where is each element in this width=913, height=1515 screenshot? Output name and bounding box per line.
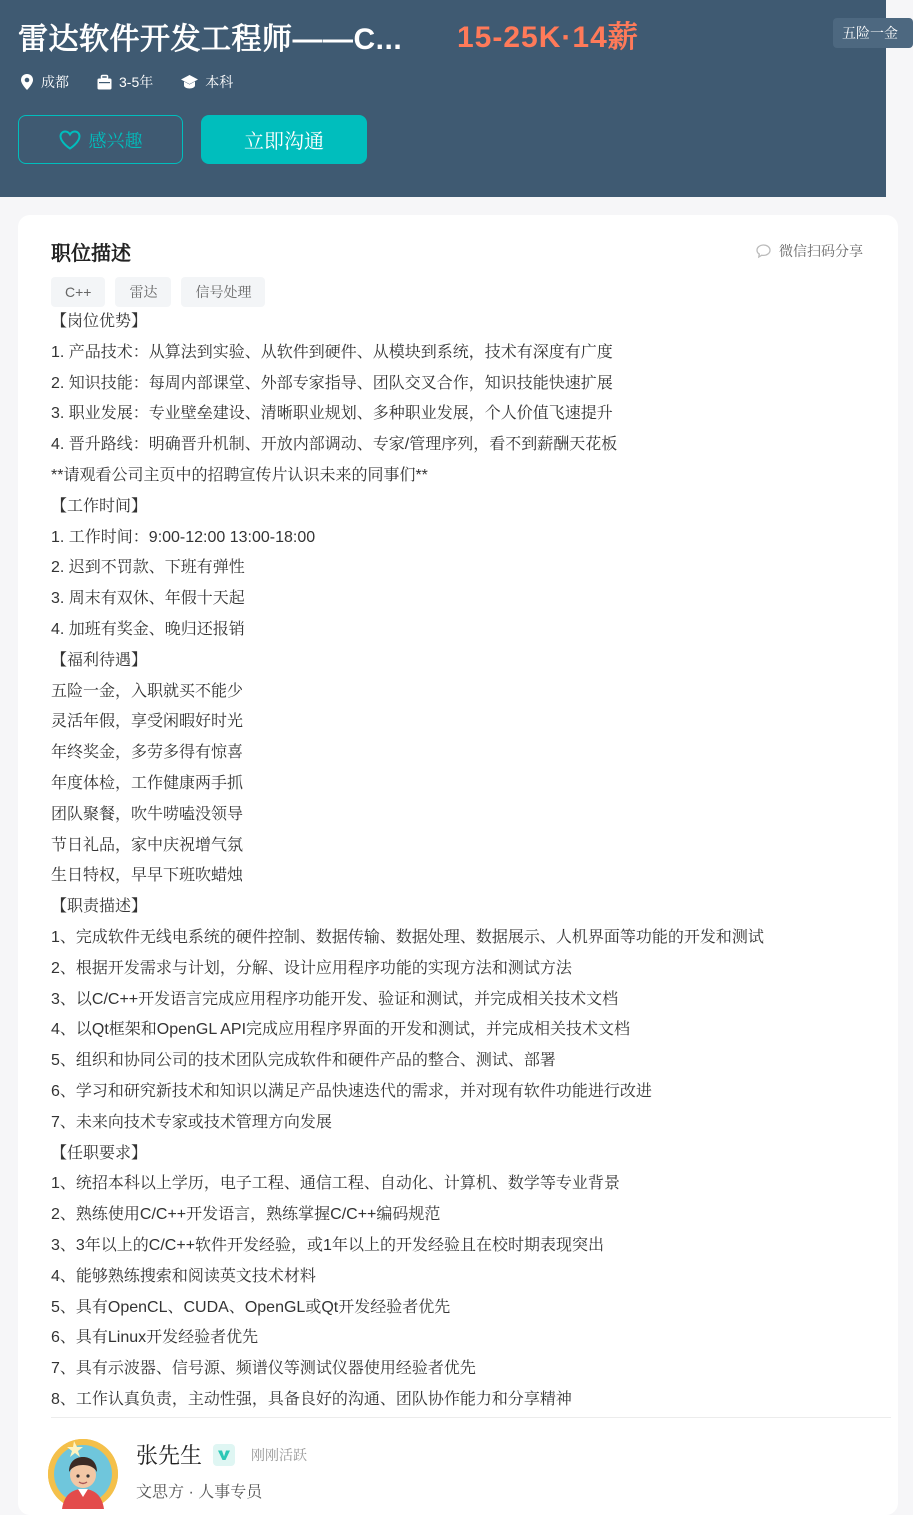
description-line: 2、根据开发需求与计划，分解、设计应用程序功能的实现方法和测试方法	[51, 959, 572, 977]
avatar	[48, 1439, 118, 1509]
description-line: **请观看公司主页中的招聘宣传片认识未来的同事们**	[51, 466, 428, 484]
graduation-cap-icon	[181, 75, 198, 89]
briefcase-icon	[97, 75, 112, 90]
share-label: 微信扫码分享	[779, 243, 863, 259]
description-line: 灵活年假，享受闲暇好时光	[51, 713, 244, 731]
description-line: 2. 迟到不罚款、下班有弹性	[51, 559, 245, 577]
description-line: 4. 加班有奖金、晚归还报销	[51, 620, 245, 638]
active-status: 刚刚活跃	[251, 1447, 307, 1463]
job-header	[0, 0, 898, 197]
description-line: 年度体检，工作健康两手抓	[51, 774, 244, 792]
experience-label: 3-5年	[119, 74, 154, 90]
heart-icon	[59, 130, 81, 150]
description-line: 2、熟练使用C/C++开发语言，熟练掌握C/C++编码规范	[51, 1206, 441, 1224]
education-label: 本科	[205, 74, 234, 90]
verified-badge	[213, 1444, 235, 1466]
description-line: 6、学习和研究新技术和知识以满足产品快速迭代的需求，并对现有软件功能进行改进	[51, 1082, 652, 1100]
interested-label: 感兴趣	[88, 130, 143, 151]
description-line: 1、完成软件无线电系统的硬件控制、数据传输、数据处理、数据展示、人机界面等功能的开发和测试	[51, 928, 764, 946]
description-line: 【职责描述】	[51, 898, 148, 916]
description-line: 3. 周末有双休、年假十天起	[51, 590, 245, 608]
job-title: 雷达软件开发工程师——C...	[18, 23, 403, 56]
description-line: 6、具有Linux开发经验者优先	[51, 1329, 259, 1347]
salary: 15-25K·14薪	[457, 21, 639, 54]
description-line: 【福利待遇】	[51, 651, 148, 669]
location	[20, 72, 69, 92]
description-line: 节日礼品，家中庆祝增气氛	[51, 836, 244, 854]
job-description-text	[51, 307, 851, 1416]
description-line: 2. 知识技能：每周内部课堂、外部专家指导、团队交叉合作，知识技能快速扩展	[51, 374, 613, 392]
location-label: 成都	[41, 74, 69, 90]
description-line: 1、统招本科以上学历，电子工程、通信工程、自动化、计算机、数学等专业背景	[51, 1175, 620, 1193]
description-line: 生日特权，早早下班吹蜡烛	[51, 867, 244, 885]
education	[181, 72, 233, 92]
description-line: 1. 产品技术：从算法到实验、从软件到硬件、从模块到系统，技术有深度有广度	[51, 343, 613, 361]
description-line: 年终奖金，多劳多得有惊喜	[51, 744, 244, 762]
description-line: 5、组织和协同公司的技术团队完成软件和硬件产品的整合、测试、部署	[51, 1052, 556, 1070]
description-line: 4、能够熟练搜索和阅读英文技术材料	[51, 1267, 316, 1285]
skill-tags	[51, 277, 275, 307]
divider	[51, 1417, 891, 1418]
description-line: 5、具有OpenCL、CUDA、OpenGL或Qt开发经验者优先	[51, 1298, 451, 1316]
description-line: 4. 晋升路线：明确晋升机制、开放内部调动、专家/管理序列，看不到薪酬天花板	[51, 436, 618, 454]
description-line: 7、未来向技术专家或技术管理方向发展	[51, 1113, 332, 1131]
chat-now-button[interactable]: 立即沟通	[201, 115, 367, 164]
interested-button[interactable]	[18, 115, 183, 164]
description-line: 3、3年以上的C/C++软件开发经验，或1年以上的开发经验且在校时期表现突出	[51, 1236, 604, 1254]
section-title: 职位描述	[51, 243, 131, 265]
recruiter-name: 张先生	[136, 1443, 203, 1468]
description-line: 7、具有示波器、信号源、频谱仪等测试仪器使用经验者优先	[51, 1360, 476, 1378]
recruiter-title: 文思方 · 人事专员	[136, 1484, 263, 1501]
experience	[97, 72, 153, 92]
job-meta	[20, 72, 261, 92]
description-line: 3、以C/C++开发语言完成应用程序功能开发、验证和测试，并完成相关技术文档	[51, 990, 619, 1008]
location-pin-icon	[20, 74, 34, 90]
description-line: 3. 职业发展：专业壁垒建设、清晰职业规划、多种职业发展，个人价值飞速提升	[51, 405, 613, 423]
verified-icon	[217, 1449, 231, 1461]
description-line: 【工作时间】	[51, 497, 148, 515]
description-line: 4、以Qt框架和OpenGL API完成应用程序界面的开发和测试，并完成相关技术文档	[51, 1021, 631, 1039]
description-line: 团队聚餐，吹牛唠嗑没领导	[51, 805, 244, 823]
description-line: 1. 工作时间：9:00-12:00 13:00-18:00	[51, 528, 316, 546]
skill-tag: 雷达	[115, 277, 171, 307]
wechat-share[interactable]	[756, 241, 863, 261]
description-line: 五险一金，入职就买不能少	[51, 682, 244, 700]
benefit-chip: 五险一金	[833, 18, 913, 48]
job-description-card	[18, 215, 898, 1515]
description-line: 【岗位优势】	[51, 313, 148, 330]
description-line: 8、工作认真负责，主动性强，具备良好的沟通、团队协作能力和分享精神	[51, 1390, 572, 1408]
skill-tag: 信号处理	[181, 277, 265, 307]
description-line: 【任职要求】	[51, 1144, 148, 1162]
chat-bubble-icon	[756, 244, 771, 258]
skill-tag: C++	[51, 277, 105, 307]
